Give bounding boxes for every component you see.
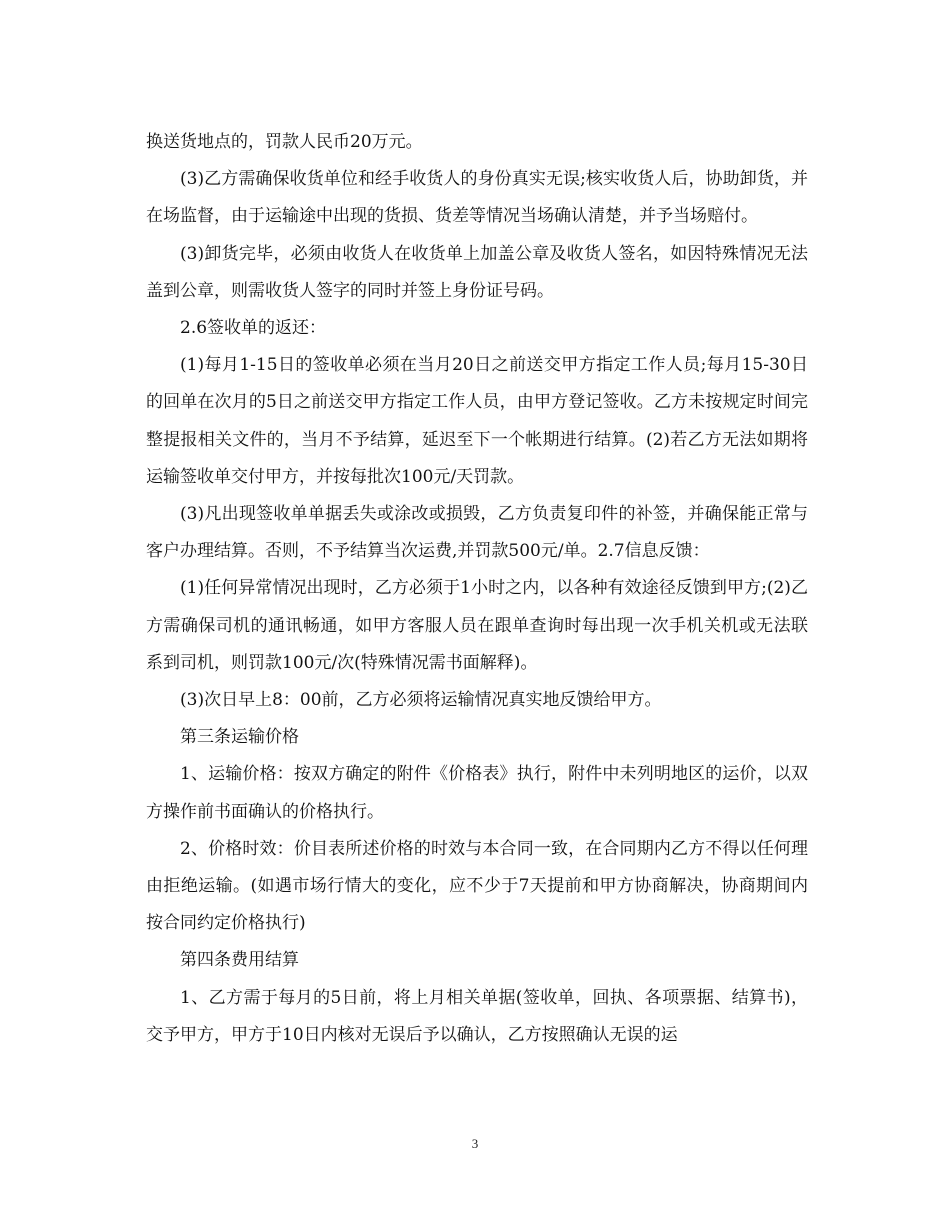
paragraph: (1)每月1-15日的签收单必须在当月20日之前送交甲方指定工作人员;每月15-30日的回单在次月的5日之前送交甲方指定工作人员，由甲方登记签收。乙方未按规定时间完整提报相关文件的，当月不予结算，延迟至下一个帐期进行结算。(2)若乙方无法如期将运输签收单交付甲方，并按每批次100元/天罚款。 [146, 355, 808, 487]
page-number: 3 [471, 1136, 479, 1151]
section-heading: 第四条费用结算 [180, 950, 299, 971]
paragraph: (3)乙方需确保收货单位和经手收货人的身份真实无误;核实收货人后，协助卸货，并在场监督，由于运输途中出现的货损、货差等情况当场确认清楚，并予当场赔付。 [146, 169, 808, 227]
paragraph: (3)次日早上8：00前，乙方必须将运输情况真实地反馈给甲方。 [180, 690, 662, 711]
paragraph: (3)卸货完毕，必须由收货人在收货单上加盖公章及收货人签名，如因特殊情况无法盖到公章，则需收货人签字的同时并签上身份证号码。 [146, 243, 808, 301]
paragraph: 换送货地点的，罚款人民币20万元。 [146, 132, 423, 152]
paragraph: 1、乙方需于每月的5日前，将上月相关单据(签收单，回执、各项票据、结算书)，交予甲方，甲方于10日内核对无误后予以确认，乙方按照确认无误的运 [146, 987, 808, 1045]
section-heading: 2.6签收单的返还： [180, 318, 327, 339]
section-heading: 第三条运输价格 [180, 727, 299, 748]
paragraph: 2、价格时效：价目表所述价格的时效与本合同一致，在合同期内乙方不得以任何理由拒绝运输。(如遇市场行情大的变化，应不少于7天提前和甲方协商解决，协商期间内按合同约定价格执行) [146, 838, 808, 934]
document-body [146, 124, 808, 1054]
paragraph: (3)凡出现签收单单据丢失或涂改或损毁，乙方负责复印件的补签，并确保能正常与客户办理结算。否则，不予结算当次运费,并罚款500元/单。2.7信息反馈： [146, 504, 808, 562]
paragraph: 1、运输价格：按双方确定的附件《价格表》执行，附件中未列明地区的运价，以双方操作前书面确认的价格执行。 [146, 764, 808, 822]
paragraph: (1)任何异常情况出现时，乙方必须于1小时之内，以各种有效途径反馈到甲方;(2)乙方需确保司机的通讯畅通，如甲方客服人员在跟单查询时每出现一次手机关机或无法联系到司机，则罚款100元/次(特殊情况需书面解释)。 [146, 578, 808, 673]
